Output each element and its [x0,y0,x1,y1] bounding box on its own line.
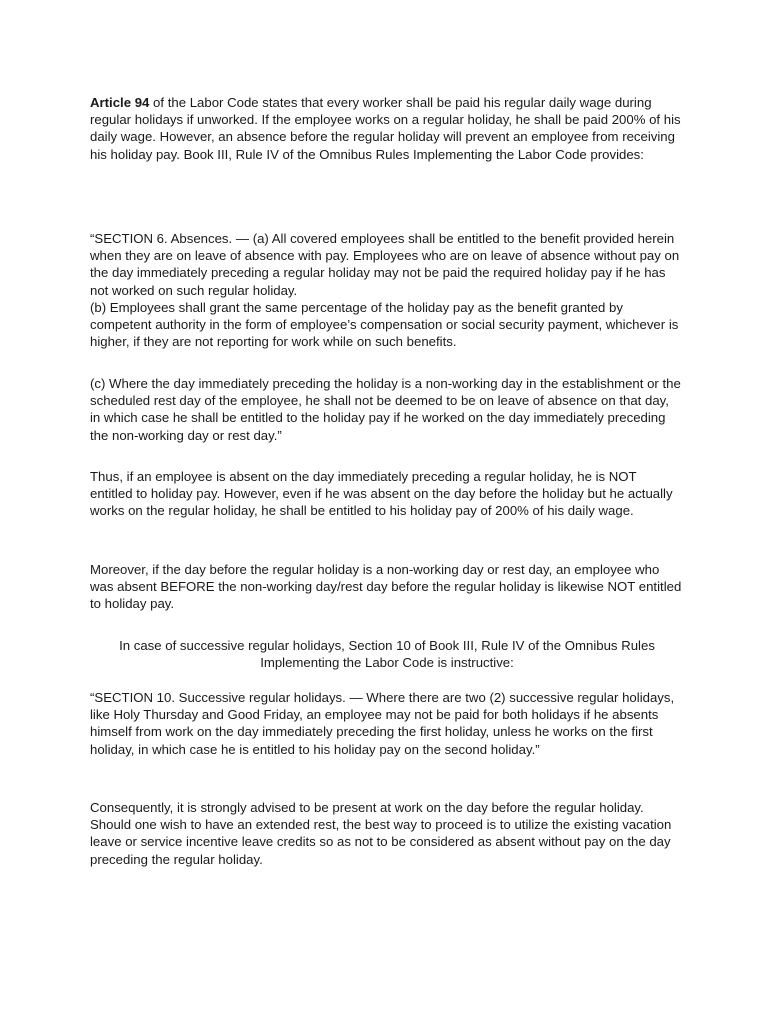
paragraph-thus: Thus, if an employee is absent on the day immediately preceding a regular holiday, he is NOT entitled to holiday pay. However, even if he was absent on the day before the holiday but he actually works on the regular holiday, he shall be entitled to his holiday pay of 200% of his daily wage. [90,469,673,519]
paragraph-section-10: “SECTION 10. Successive regular holidays. — Where there are two (2) successive regular holidays, like Holy Thursday and Good Friday, an employee may not be paid for both holidays if he absents himself from work on the day immediately preceding the first holiday, unless he works on the first holiday, in which case he is entitled to his holiday pay on the second holiday.” [90,690,675,757]
paragraph-text: of the Labor Code states that every worker shall be paid his regular daily wage during regular holidays if unworked. If the employee works on a regular holiday, he shall be paid 200% of his daily wage. However, an absence before the regular holiday will prevent an employee from receiving his holiday pay. Book III, Rule IV of the Omnibus Rules Implementing the Labor Code provides: [90,95,681,162]
paragraph-section-6-c: (c) Where the day immediately preceding the holiday is a non-working day in the establishment or the scheduled rest day of the employee, he shall not be deemed to be on leave of absence on that day, in which case he shall be entitled to the holiday pay if he worked on the day immediately preceding the non-working day or rest day.” [90,376,681,443]
paragraph-article-94 [90,94,682,163]
paragraph-successive-holidays-intro: In case of successive regular holidays, Section 10 of Book III, Rule IV of the Omnibus Rules Implementing the Labor Code is instructive: [119,638,655,671]
paragraph-consequently: Consequently, it is strongly advised to be present at work on the day before the regular holiday. Should one wish to have an extended rest, the best way to proceed is to utilize the existing vacation leave or service incentive leave credits so as not to be considered as absent without pay on the day preceding the regular holiday. [90,800,672,867]
paragraph-section-6-a: “SECTION 6. Absences. — (a) All covered employees shall be entitled to the benefit provided herein when they are on leave of absence with pay. Employees who are on leave of absence without pay on the day immediately preceding a regular holiday may not be paid the required holiday pay if he has not worked on such regular holiday. [90,231,680,298]
paragraph-section-6-b: (b) Employees shall grant the same percentage of the holiday pay as the benefit granted by competent authority in the form of employee’s compensation or social security payment, whichever is higher, if they are not reporting for work while on such benefits. [90,300,679,350]
article-94-heading: Article 94 [90,95,150,110]
paragraph-moreover: Moreover, if the day before the regular holiday is a non-working day or rest day, an employee who was absent BEFORE the non-working day/rest day before the regular holiday is likewise NOT entitled to holiday pay. [90,562,682,612]
